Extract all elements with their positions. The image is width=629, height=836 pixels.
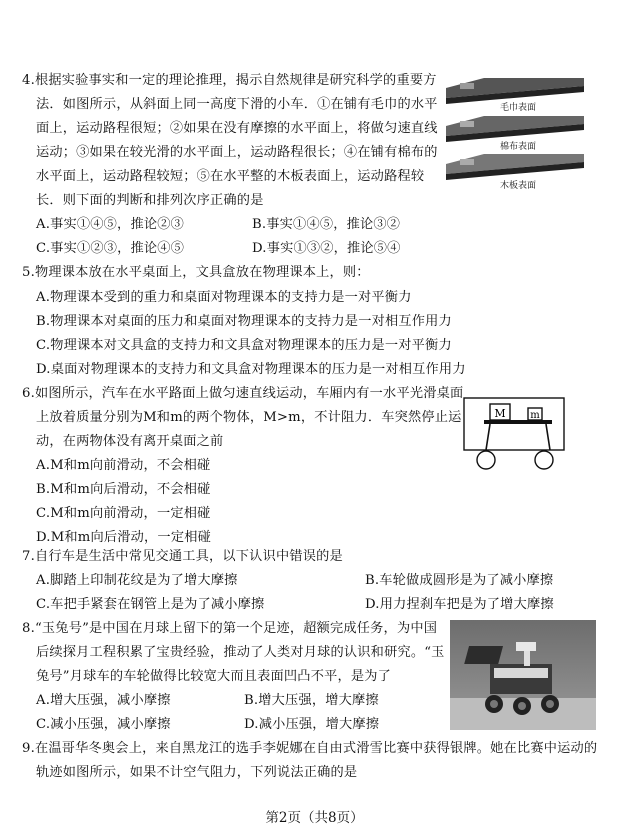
q4-option-a: A.事实①④⑤，推论②③ [36,217,184,232]
q8-line-2: 后续探月工程积累了宝贵经验，推动了人类对月球的认识和研究。“玉 [36,645,445,660]
q6-option-b: B.M和m向后滑动，不会相碰 [36,482,211,497]
towel-surface-ramp [446,78,584,104]
q4-line-3: 面上，运动路程很短；②如果在没有摩擦的水平面上，将做匀速直线 [36,121,438,136]
q7-option-c: C.车把手紧套在钢管上是为了减小摩擦 [36,597,265,612]
q5-option-d: D.桌面对物理课本的支持力和文具盒对物理课本的压力是一对相互作用力 [36,362,466,377]
q5-option-b: B.物理课本对桌面的压力和桌面对物理课本的支持力是一对相互作用力 [36,314,452,329]
q7-option-a: A.脚踏上印制花纹是为了增大摩擦 [36,573,238,588]
q8-line-1: 8.“玉兔号”是中国在月球上留下的第一个足迹，超额完成任务，为中国 [22,621,438,636]
q8-option-a: A.增大压强，减小摩擦 [36,693,171,708]
q6-cart-figure [462,396,566,472]
q5-option-c: C.物理课本对文具盒的支持力和文具盒对物理课本的压力是一对平衡力 [36,338,452,353]
q8-option-b: B.增大压强，增大摩擦 [244,693,379,708]
q5-stem: 5.物理课本放在水平桌面上，文具盒放在物理课本上，则： [22,265,370,280]
q7-option-b: B.车轮做成圆形是为了减小摩擦 [365,573,554,588]
q9-line-1: 9.在温哥华冬奥会上，来自黑龙江的选手李妮娜在自由式滑雪比赛中获得银牌。她在比赛中运动的 [22,741,598,756]
q6-option-a: A.M和m向前滑动，不会相碰 [36,458,211,473]
cotton-surface-ramp [446,116,584,142]
block-big-m-label: M [494,407,506,420]
q6-line-3: 动，在两物体没有离开桌面之前 [36,434,224,449]
q4-option-c: C.事实①②③，推论④⑤ [36,241,185,256]
q6-line-2: 上放着质量分别为M和m的两个物体，M>m，不计阻力．车突然停止运 [36,410,462,425]
block-small-m-label: m [530,410,540,421]
q8-line-3: 兔号”月球车的车轮做得比较宽大而且表面凹凸不平，是为了 [36,669,392,684]
q5-option-a: A.物理课本受到的重力和桌面对物理课本的支持力是一对平衡力 [36,290,412,305]
table-leg-left [486,424,490,450]
q6-option-c: C.M和m向前滑动，一定相碰 [36,506,211,521]
wheel-right [535,451,553,469]
towel-surface-label: 毛巾表面 [499,103,537,113]
wood-surface-label: 木板表面 [499,181,537,191]
q6-line-1: 6.如图所示，汽车在水平路面上做匀速直线运动，车厢内有一水平光滑桌面 [22,386,464,401]
q4-surfaces-figure [440,74,590,192]
q8-option-c: C.减小压强，减小摩擦 [36,717,171,732]
q7-stem: 7.自行车是生活中常见交通工具，以下认识中错误的是 [22,549,343,564]
q4-line-4: 运动；③如果在较光滑的水平面上，运动路程很长；④在铺有棉布的 [36,145,438,160]
q9-line-2: 轨迹如图所示，如果不计空气阻力，下列说法正确的是 [36,765,358,780]
page-number: 第2页（共8页） [265,810,364,826]
q4-line-1: 4.根据实验事实和一定的理论推理，揭示自然规律是研究科学的重要方 [22,73,437,88]
q4-line-6: 长．则下面的判断和排列次序正确的是 [36,193,264,208]
q6-option-d: D.M和m向后滑动，一定相碰 [36,530,211,545]
q4-line-2: 法．如图所示，从斜面上同一高度下滑的小车．①在铺有毛巾的水平 [36,97,438,112]
yutu-rover-photo [450,620,596,730]
wheel-left [477,451,495,469]
q8-option-d: D.减小压强，增大摩擦 [244,717,380,732]
q4-option-d: D.事实①③②，推论⑤④ [252,241,401,256]
wood-surface-ramp [446,154,584,180]
q4-line-5: 水平面上，运动路程较短；⑤在水平整的木板表面上，运动路程较 [36,169,425,184]
q7-option-d: D.用力捏刹车把是为了增大摩擦 [365,597,554,612]
cotton-surface-label: 棉布表面 [499,142,537,152]
q4-option-b: B.事实①④⑤，推论③② [252,217,401,232]
table-leg-right [546,424,550,450]
